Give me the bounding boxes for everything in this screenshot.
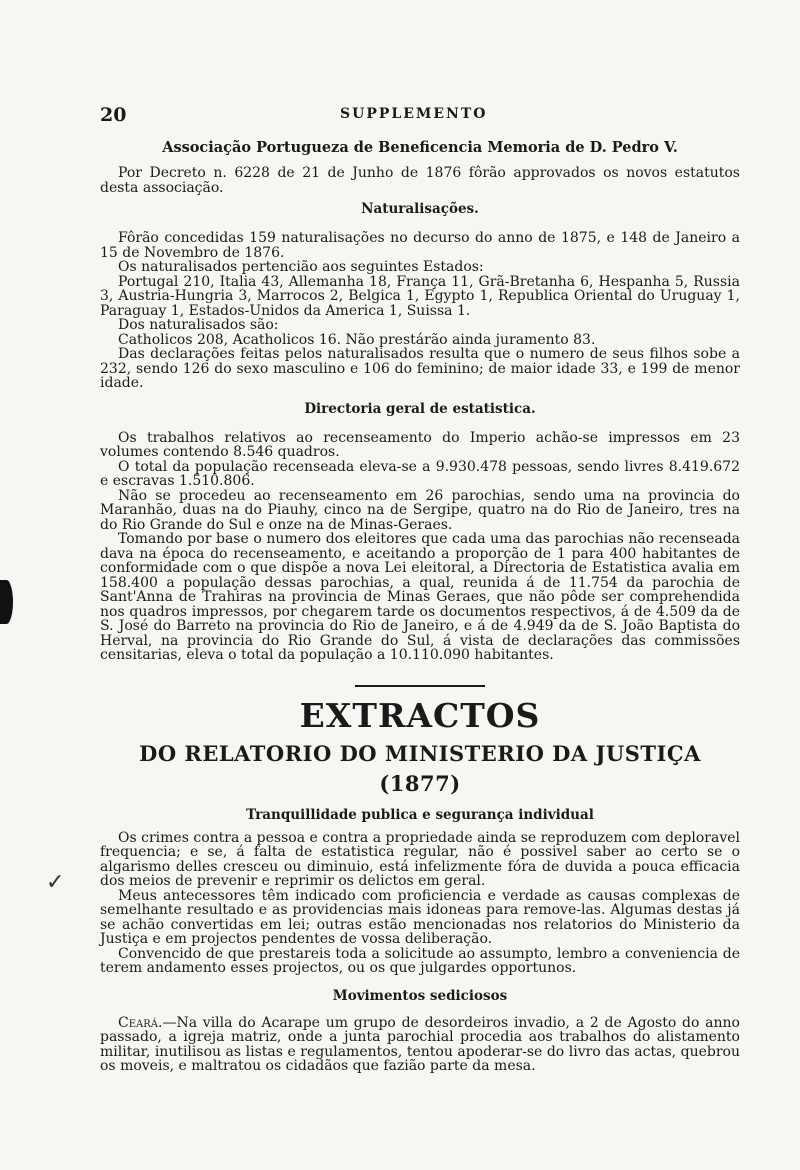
paragraph: Tomando por base o numero dos eleitores que cada uma das parochias não recenseada dava na época do recenseamento, e aceitando a proporção de 1 para 400 habitantes de conformidade com o que dispõe a nova Lei eleitoral, a Directoria de Estatistica avalia em 158.400 a população dessas parochias, a qual, reunida á de 11.754 da parochia de Sant'Anna de Trahiras na provincia de Minas Geraes, que não pôde ser comprehendida nos quadros impressos, por chegarem tarde os documentos respectivos, á de 4.509 da de S. José do Barreto na provincia do Rio de Janeiro, e á de 4.949 da de S. João Baptista do Herval, na provincia do Rio Grande do Sul, á vista de declarações das commissões censitarias, eleva o total da população a 10.110.090 habitantes. <box>100 531 740 663</box>
paragraph: Fôrão concedidas 159 naturalisações no decurso do anno de 1875, e 148 de Janeiro a 15 de Novembro de 1876. <box>100 230 740 261</box>
heading-movimentos: Movimentos sediciosos <box>332 987 508 1004</box>
heading-directoria-estatistica: Directoria geral de estatistica. <box>304 400 536 417</box>
page-number: 20 <box>100 104 127 126</box>
report-title: DO RELATORIO DO MINISTERIO DA JUSTIÇA (1877) <box>139 740 701 796</box>
heading-associacao: Associação Portugueza de Beneficencia Memoria de D. Pedro V. <box>162 139 678 156</box>
paragraph: Por Decreto n. 6228 de 21 de Junho de 1876 fôrão approvados os novos estatutos desta associação. <box>100 165 740 196</box>
lead-word: Ceará. <box>118 1014 163 1031</box>
heading-naturalisacoes: Naturalisações. <box>361 201 479 217</box>
paragraph-text: —Na villa do Acarape um grupo de desordeiros invadio, a 2 de Agosto do anno passado, a igreja matriz, onde a junta parochial procedia aos trabalhos do alistamento militar, inutilisou as listas e regulamentos, tentou apoderar-se do livro das actas, quebrou os moveis, e maltratou os cidadãos que fazião parte da mesa. <box>100 1014 740 1074</box>
page-header <box>100 104 740 128</box>
paragraph: Os trabalhos relativos ao recenseamento do Imperio achão-se impressos em 23 volumes contendo 8.546 quadros. <box>100 429 740 460</box>
paragraph: Meus antecessores têm indicado com proficiencia e verdade as causas complexas de semelhante resultado e as providencias mais idoneas para remove-las. Algumas destas já se achão convertidas em lei; outras estão mencionadas nos relatorios do Ministerio da Justiça e em projectos pendentes de vossa deliberação. <box>100 887 740 947</box>
heading-tranquillidade: Tranquillidade publica e segurança individual <box>246 806 594 823</box>
running-title: SUPPLEMENTO <box>340 106 488 122</box>
paragraph: Das declarações feitas pelos naturalisados resulta que o numero de seus filhos sobe a 232, sendo 126 do sexo masculino e 106 do feminino; de maior idade 33, e 199 de menor idade. <box>100 346 740 391</box>
paragraph: Catholicos 208, Acatholicos 16. Não prestárão ainda juramento 83. <box>118 331 596 348</box>
extractos-title: EXTRACTOS <box>299 695 541 735</box>
paragraph: Não se procedeu ao recenseamento em 26 parochias, sendo uma na provincia do Maranhão, duas na do Piauhy, cinco na de Sergipe, quatro na do Rio de Janeiro, tres na do Rio Grande do Sul e onze na de Minas-Geraes. <box>100 487 740 533</box>
paragraph: Os naturalisados pertencião aos seguintes Estados: <box>118 259 484 275</box>
ink-blot <box>0 580 13 624</box>
margin-check-mark: ✓ <box>46 870 65 895</box>
paragraph: Dos naturalisados são: <box>118 317 279 333</box>
paragraph: O total da população recenseada eleva-se a 9.930.478 pessoas, sendo livres 8.419.672 e escravas 1.510.806. <box>100 458 740 489</box>
page-content <box>100 138 740 1074</box>
paragraph: Portugal 210, Italia 43, Allemanha 18, França 11, Grã-Bretanha 6, Hespanha 5, Russia 3, Austria-Hungria 3, Marrocos 2, Belgica 1, Egypto 1, Republica Oriental do Uruguay 1, Paraguay 1, Estados-Unidos da America 1, Suissa 1. <box>100 273 740 319</box>
paragraph <box>100 1016 740 1074</box>
paragraph: Os crimes contra a pessoa e contra a propriedade ainda se reproduzem com deploravel frequencia; e se, á falta de estatistica regular, não é possivel saber ao certo se o algarismo delles cresceu ou diminuio, está infelizmente fóra de duvida a pouca efficacia dos meios de prevenir e reprimir os delictos em geral. <box>100 829 740 889</box>
paragraph: Convencido de que prestareis toda a solicitude ao assumpto, lembro a conveniencia de terem andamento esses projectos, ou os que julgardes opportunos. <box>100 945 740 976</box>
